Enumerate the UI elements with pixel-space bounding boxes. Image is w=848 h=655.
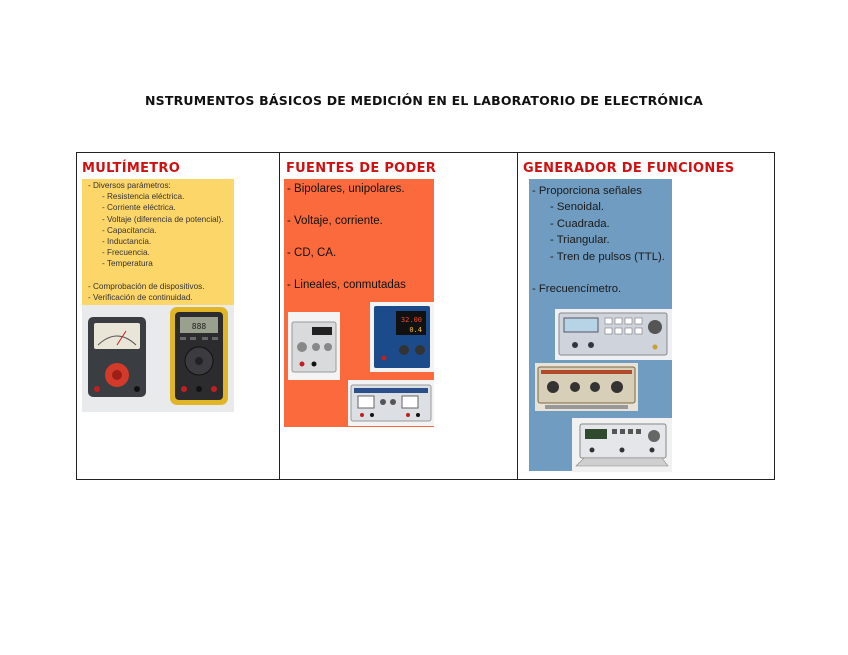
list-item: - Frecuencia.	[102, 248, 150, 258]
list-item: - Bipolares, unipolares.	[287, 183, 405, 195]
spacer	[529, 265, 672, 281]
list-item: - Lineales, conmutadas	[287, 279, 406, 291]
list-item: - CD, CA.	[287, 247, 337, 259]
instruments-table	[76, 152, 775, 480]
multimeter-heading: MULTÍMETRO	[82, 161, 181, 176]
list-item: - Resistencia eléctrica.	[102, 192, 185, 202]
list-item: - Voltaje, corriente.	[287, 215, 383, 227]
switching-power-supply-image	[370, 302, 434, 372]
power-supply-cell	[280, 153, 518, 480]
digital-function-generator-image	[555, 309, 672, 360]
page-title: NSTRUMENTOS BÁSICOS DE MEDICIÓN EN EL LABORATORIO DE ELECTRÓNICA	[144, 93, 703, 108]
bench-power-supply-image	[288, 312, 340, 380]
analog-function-generator-image	[535, 363, 638, 411]
function-generator-heading: GENERADOR DE FUNCIONES	[523, 161, 735, 176]
power-supply-heading: FUENTES DE PODER	[286, 161, 437, 176]
list-item: - Proporciona señales	[532, 185, 642, 197]
list-item: - Triangular.	[550, 234, 610, 247]
list-item: - Frecuencímetro.	[532, 283, 622, 296]
current-reading: 0.4	[409, 326, 422, 334]
list-item: - Verificación de continuidad.	[88, 292, 193, 302]
list-item: - Diversos parámetros:	[88, 181, 171, 190]
benchtop-function-generator-image	[572, 418, 672, 472]
multimeter-cell	[77, 153, 280, 480]
function-generator-cell	[518, 153, 775, 480]
list-item: - Capacitancia.	[102, 225, 157, 235]
list-item: - Corriente eléctrica.	[102, 203, 176, 213]
list-item: - Comprobación de dispositivos.	[88, 281, 205, 291]
list-item: - Inductancia.	[102, 237, 152, 247]
list-item: - Voltaje (diferencia de potencial).	[102, 214, 224, 224]
svg-text:888: 888	[191, 322, 207, 331]
voltage-reading: 32.00	[400, 316, 422, 324]
digital-multimeter-image	[170, 307, 228, 405]
list-item: - Temperatura	[102, 259, 153, 269]
multimeter-params-panel	[82, 179, 234, 305]
list-item: - Tren de pulsos (TTL).	[550, 250, 665, 263]
dual-power-supply-image	[348, 380, 434, 426]
list-item: - Senoidal.	[550, 201, 605, 214]
analog-multimeter-image	[88, 317, 146, 397]
list-item: - Cuadrada.	[550, 217, 610, 230]
spacer	[82, 270, 234, 281]
multimeter-photo	[82, 305, 234, 412]
